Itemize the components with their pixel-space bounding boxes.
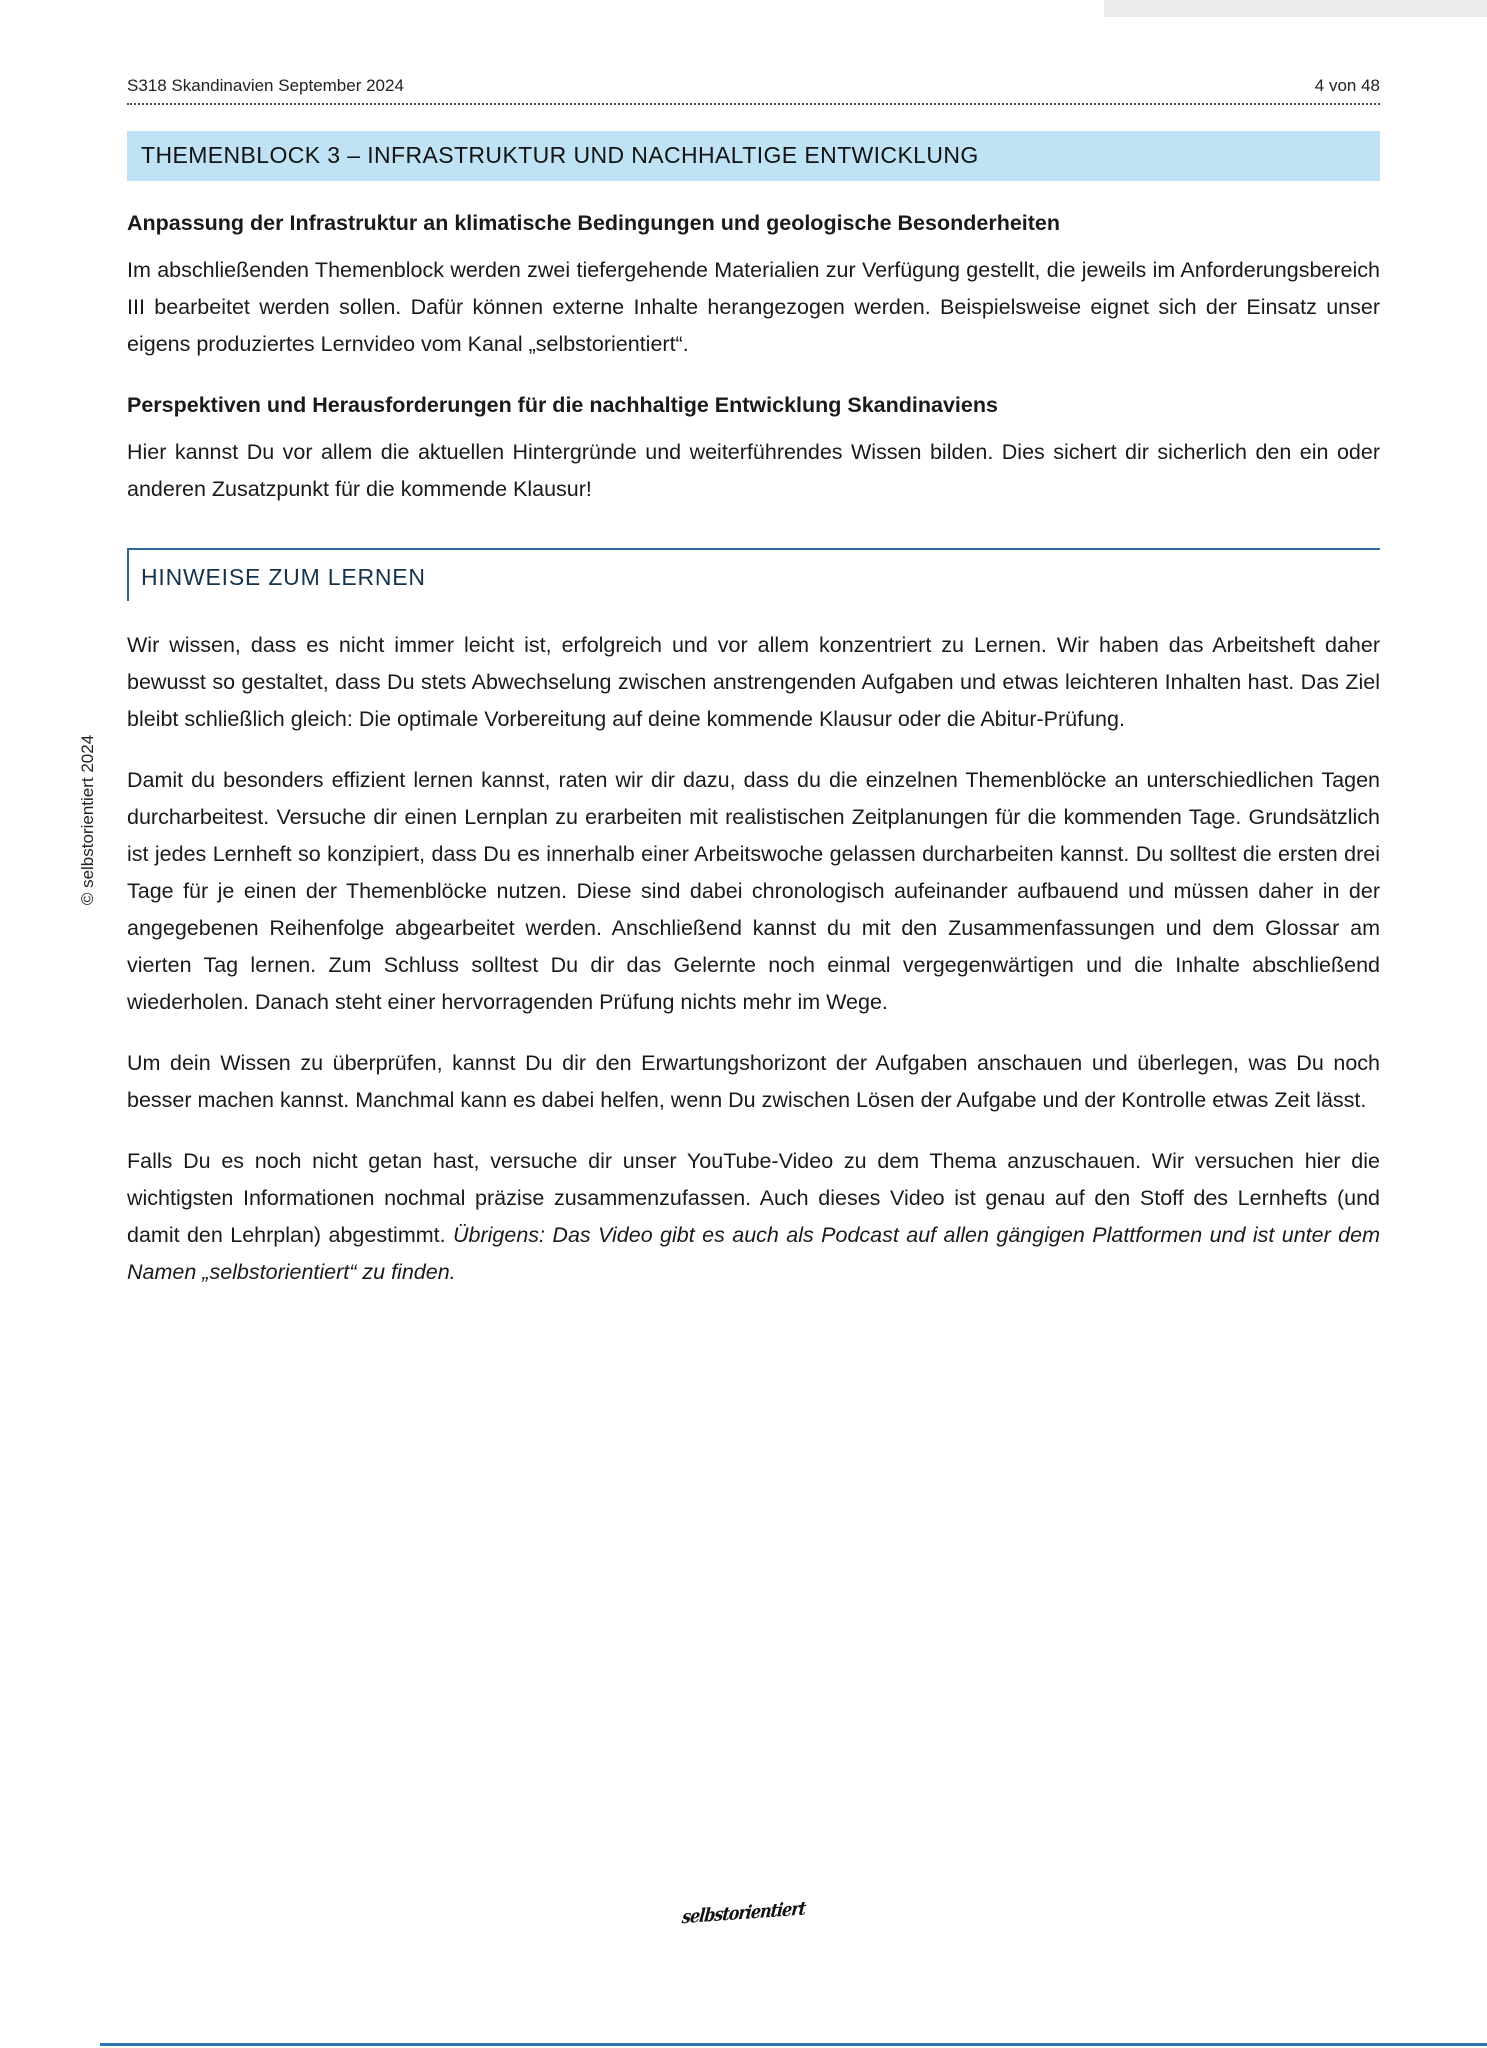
top-right-scrollbar-artifact [1104,0,1487,17]
paragraph-hinweise-1: Wir wissen, dass es nicht immer leicht ist, erfolgreich und vor allem konzentriert zu Lernen. Wir haben das Arbeitsheft daher bewusst so gestaltet, dass Du stets Abwechselung zwischen anstrengenden Aufgaben und etwas leichteren Inhalten hast. Das Ziel bleibt schließlich gleich: Die optimale Vorbereitung auf deine kommende Klausur oder die Abitur-Prüfung. [127,633,1380,731]
paragraph-hinweise-2: Damit du besonders effizient lernen kannst, raten wir dir dazu, dass du die einzelnen Themenblöcke an unterschiedlichen Tagen durcharbeitest. Versuche dir einen Lernplan zu erarbeiten mit realistischen Zeitplanungen für die kommenden Tage. Grundsätzlich ist jedes Lernheft so konzipiert, dass Du es innerhalb einer Arbeitswoche gelassen durcharbeiten kannst. Du solltest die ersten drei Tage für je einen der Themenblöcke nutzen. Diese sind dabei chronologisch aufeinander aufbauend und müssen daher in der angegebenen Reihenfolge abgearbeitet werden. Anschließend kannst du mit den Zusammenfassungen und dem Glossar am vierten Tag lernen. Zum Schluss solltest Du dir das Gelernte noch einmal vergegenwärtigen und die Inhalte abschließend wiederholen. Danach steht einer hervorragenden Prüfung nichts mehr im Wege. [127,768,1380,1014]
paragraph-themenblock-1: Im abschließenden Themenblock werden zwei tiefergehende Materialien zur Verfügung gestellt, die jeweils im Anforderungsbereich III bearbeitet werden sollen. Dafür können externe Inhalte herangezogen werden. Beispielsweise eignet sich der Einsatz unser eigens produziertes Lernvideo vom Kanal „selbstorientiert“. [127,258,1380,356]
header-document-title: S318 Skandinavien September 2024 [127,76,404,95]
paragraph-hinweise-4-italic: Übrigens: Das Video gibt es auch als Podcast auf allen gängigen Plattformen und ist unter dem Namen „selbstorientiert“ zu finden. [127,1223,1380,1284]
paragraph-hinweise-4-normal: Falls Du es noch nicht getan hast, versuche dir unser YouTube-Video zu dem Thema anzuschauen. Wir versuchen hier die wichtigsten Informationen nochmal präzise zusammenzufassen. Auch dieses Video ist genau auf den Stoff des Lernhefts (und damit den Lehrplan) abgestimmt. [127,1149,1380,1247]
themenblock-title-banner: THEMENBLOCK 3 – INFRASTRUKTUR UND NACHHALTIGE ENTWICKLUNG [127,131,1380,181]
brand-signature [0,1897,1487,1928]
header-page-number: 4 von 48 [1314,76,1380,95]
vertical-copyright-text: © selbstorientiert 2024 [78,734,97,906]
paragraph-hinweise-3: Um dein Wissen zu überprüfen, kannst Du dir den Erwartungshorizont der Aufgaben anschauen und überlegen, was Du noch besser machen kannst. Manchmal kann es dabei helfen, wenn Du zwischen Lösen der Aufgabe und der Kontrolle etwas Zeit lässt. [127,1051,1380,1112]
brand-signature-text: selbstorientiert [680,1897,807,1928]
subheading-infrastruktur: Anpassung der Infrastruktur an klimatische Bedingungen und geologische Besonderheiten [127,211,1061,235]
header-divider [127,103,1380,105]
paragraph-hinweise-4 [127,1143,1380,1291]
bottom-page-divider [100,2043,1487,2046]
paragraph-themenblock-2: Hier kannst Du vor allem die aktuellen Hintergründe und weiterführendes Wissen bilden. Dies sichert dir sicherlich den ein oder anderen Zusatzpunkt für die kommende Klausur! [127,440,1380,501]
subheading-perspektiven: Perspektiven und Herausforderungen für die nachhaltige Entwicklung Skandinaviens [127,393,998,417]
hinweise-section-heading: HINWEISE ZUM LERNEN [127,548,1380,601]
